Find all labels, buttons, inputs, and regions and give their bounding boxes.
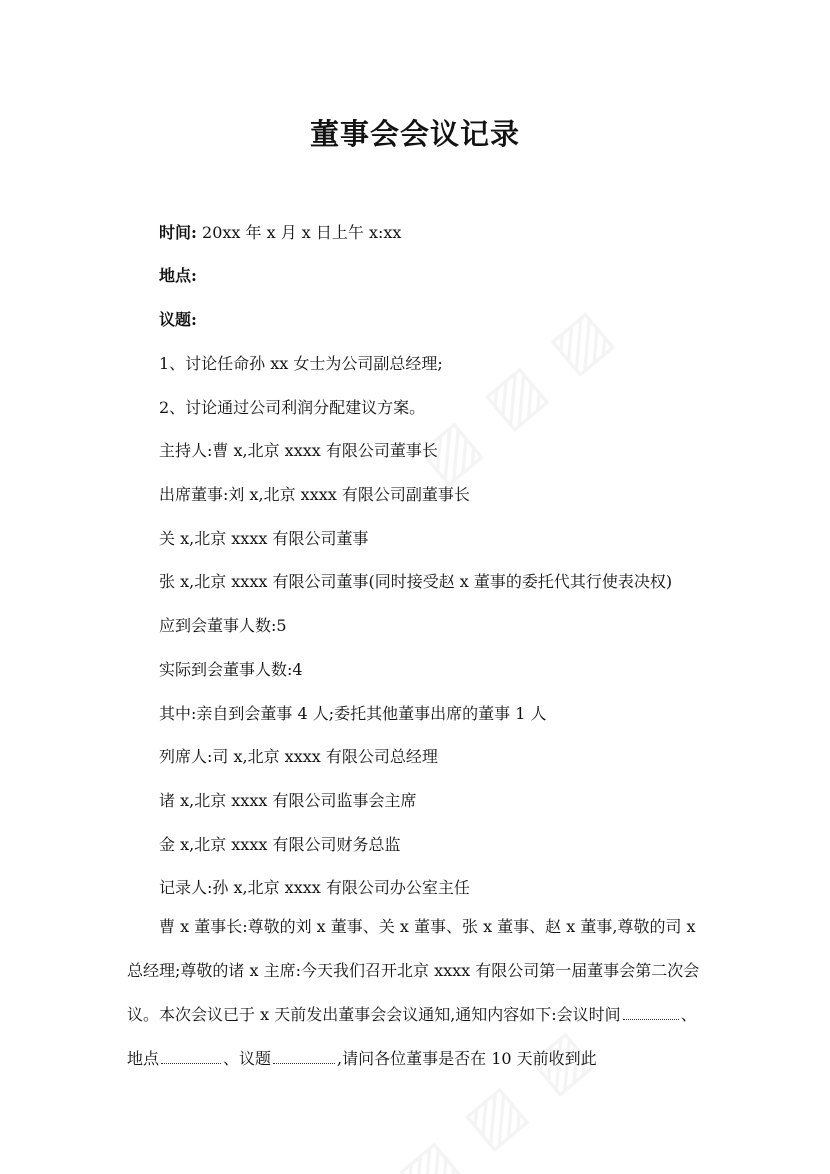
- time-value: 20xx 年 x 月 x 日上午 x:xx: [196, 223, 402, 242]
- attending-director-line: 关 x,北京 xxxx 有限公司董事: [159, 529, 369, 548]
- blank-line: [623, 1005, 679, 1020]
- attending-director-line: 出席董事:刘 x,北京 xxxx 有限公司副董事长: [159, 485, 470, 504]
- paragraph-text: 曹 x 董事长:尊敬的刘 x 董事、关 x 董事、张 x 董事、赵 x 董事,尊敬的司 x 总经理;尊敬的诸 x 主席:今天我们召开北京 xxxx 有限公司第一届董事会第二次会议。本次会议已于 x 天前发出董事会会议通知,通知内容如下:会议时间: [127, 917, 700, 1024]
- observer-line: 诸 x,北京 xxxx 有限公司监事会主席: [159, 791, 417, 810]
- body-paragraph: [127, 905, 707, 1081]
- paragraph-text: ,请问各位董事是否在 10 天前收到此: [337, 1049, 597, 1068]
- actual-directors-line: 实际到会董事人数:4: [159, 660, 303, 679]
- blank-line: [161, 1049, 221, 1064]
- meeting-time: [159, 221, 401, 245]
- watermark: [405, 294, 628, 497]
- agenda-label: 议题:: [159, 310, 197, 329]
- attending-director-line: 张 x,北京 xxxx 有限公司董事(同时接受赵 x 董事的委托代其行使表决权): [159, 572, 673, 591]
- paragraph-text: 、地点: [127, 1005, 697, 1068]
- recorder-line: 记录人:孙 x,北京 xxxx 有限公司办公室主任: [159, 878, 470, 897]
- agenda-heading: [159, 308, 197, 332]
- host-line: 主持人:曹 x,北京 xxxx 有限公司董事长: [159, 441, 438, 460]
- observer-line: 金 x,北京 xxxx 有限公司财务总监: [159, 835, 401, 854]
- expected-directors-line: 应到会董事人数:5: [159, 616, 287, 635]
- blank-line: [273, 1049, 335, 1064]
- observer-line: 列席人:司 x,北京 xxxx 有限公司总经理: [159, 747, 438, 766]
- document-title: 董事会会议记录: [309, 117, 520, 151]
- agenda-item: 1、讨论任命孙 xx 女士为公司副总经理;: [159, 354, 443, 373]
- agenda-item: 2、讨论通过公司利润分配建议方案。: [159, 398, 426, 417]
- paragraph-text: 、议题: [223, 1049, 272, 1068]
- attendance-detail-line: 其中:亲自到会董事 4 人;委托其他董事出席的董事 1 人: [159, 704, 547, 723]
- time-label: 时间:: [159, 223, 197, 242]
- location-label: 地点:: [159, 266, 197, 285]
- meeting-location: [159, 264, 197, 288]
